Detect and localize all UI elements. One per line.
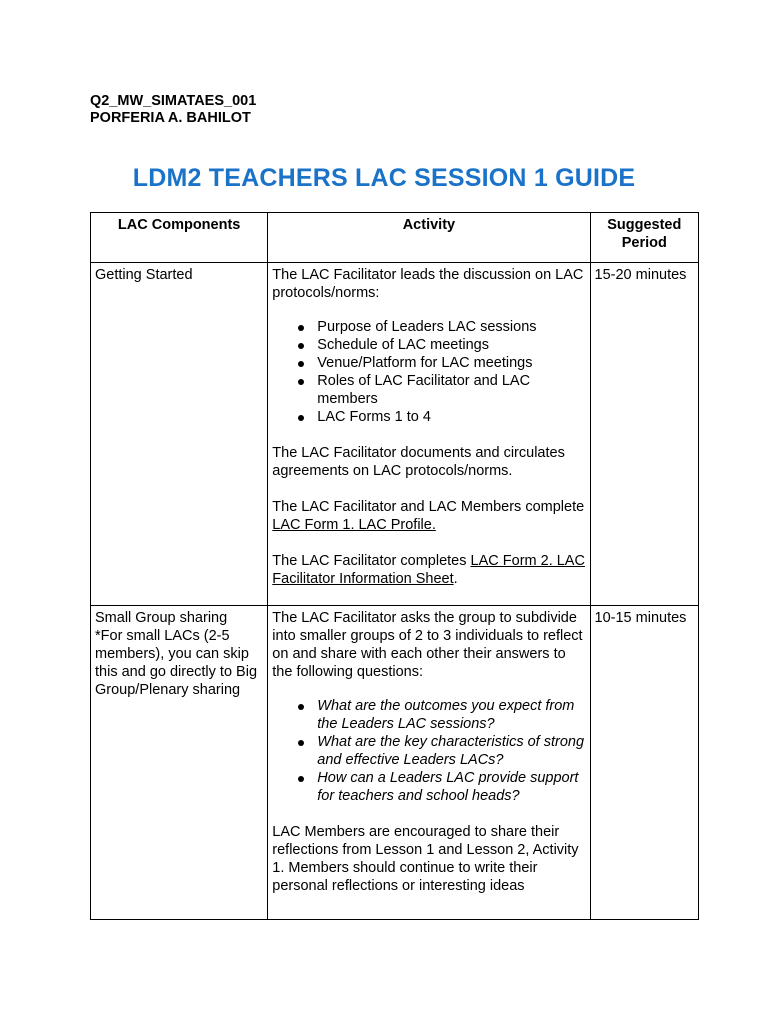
header-period-line2: Period — [621, 235, 667, 251]
list-item: Venue/Platform for LAC meetings — [317, 354, 585, 372]
lac-session-table — [90, 212, 699, 920]
activity-cell — [268, 606, 590, 920]
component-note: *For small LACs (2-5 members), you can skip this and go directly to Big Group/Plenary sharing — [95, 628, 258, 698]
paragraph-text: . — [453, 571, 458, 587]
activity-intro: The LAC Facilitator leads the discussion on LAC protocols/norms: — [272, 267, 584, 301]
bullet-list — [272, 697, 585, 805]
list-item: LAC Forms 1 to 4 — [317, 408, 585, 426]
period-cell — [590, 263, 698, 606]
page-title: LDM2 TEACHERS LAC SESSION 1 GUIDE — [132, 164, 636, 192]
table-row — [91, 606, 699, 920]
header-lac-components: LAC Components — [91, 213, 268, 263]
component-cell — [91, 263, 268, 606]
period-cell — [590, 606, 698, 920]
list-item: What are the outcomes you expect from the Leaders LAC sessions? — [317, 697, 585, 733]
list-item: Purpose of Leaders LAC sessions — [317, 318, 585, 336]
list-item: What are the key characteristics of strong and effective Leaders LACs? — [317, 734, 585, 768]
period-value: 10-15 minutes — [594, 610, 687, 626]
activity-intro: The LAC Facilitator asks the group to subdivide into smaller groups of 2 to 3 individuals to reflect on and share with each other their answers to the following questions: — [272, 610, 583, 680]
list-item: How can a Leaders LAC provide support for teachers and school heads? — [317, 769, 585, 805]
lac-form-1-link[interactable]: LAC Form 1. LAC Profile. — [272, 517, 436, 533]
document-header — [90, 93, 256, 127]
paragraph-text: The LAC Facilitator and LAC Members complete — [272, 499, 585, 515]
period-value: 15-20 minutes — [594, 267, 687, 283]
header-period-line1: Suggested — [607, 217, 682, 233]
document-code: Q2_MW_SIMATAES_001 — [90, 93, 257, 109]
activity-paragraph — [272, 498, 585, 534]
header-suggested-period — [590, 213, 698, 263]
bullet-list — [272, 318, 585, 426]
table-header-row — [91, 213, 699, 263]
paragraph-text: The LAC Facilitator completes — [272, 553, 471, 569]
component-label: Getting Started — [95, 267, 193, 283]
table-row — [91, 263, 699, 606]
header-activity: Activity — [268, 213, 590, 263]
list-item: Schedule of LAC meetings — [317, 336, 585, 354]
activity-paragraph: LAC Members are encouraged to share their reflections from Lesson 1 and Lesson 2, Activity 1. Members should continue to write their personal reflections or interesting ideas — [272, 824, 579, 894]
lac-form-2-link[interactable]: LAC Form 2. LAC Facilitator Information Sheet — [272, 553, 585, 587]
activity-paragraph — [272, 552, 585, 588]
list-item: Roles of LAC Facilitator and LAC members — [317, 372, 585, 408]
component-cell — [91, 606, 268, 920]
author-name: PORFERIA A. BAHILOT — [90, 110, 251, 126]
activity-cell — [268, 263, 590, 606]
activity-paragraph: The LAC Facilitator documents and circulates agreements on LAC protocols/norms. — [272, 445, 565, 479]
component-label: Small Group sharing — [95, 610, 228, 626]
